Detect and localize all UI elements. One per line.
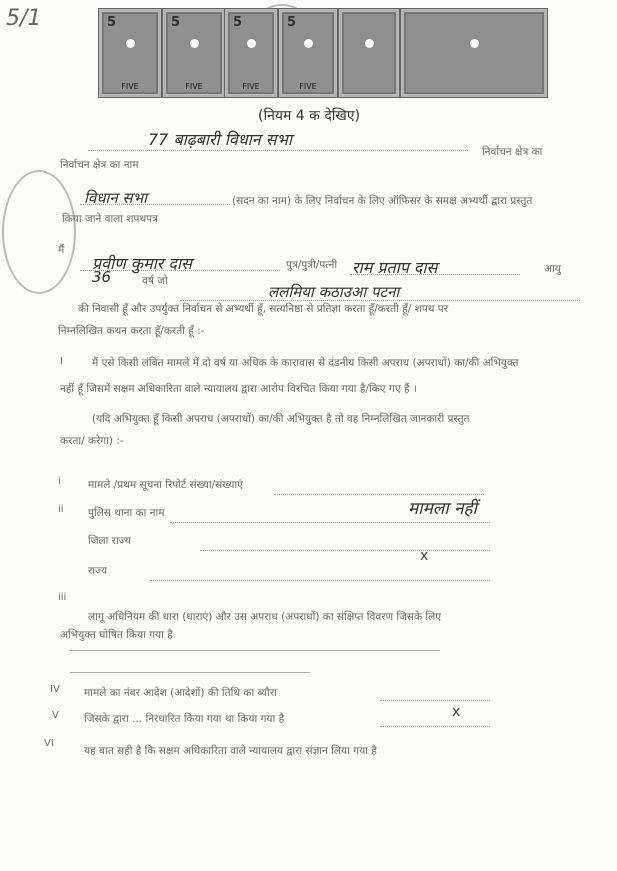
stamp-value: 5 — [107, 15, 117, 30]
court-fee-stamp — [338, 8, 400, 98]
court-fee-stamp — [278, 8, 338, 98]
age-value: 36 — [92, 268, 112, 286]
item-i-text: मामले /प्रथम सूचना रिपोर्ट संख्या/संख्याएं — [88, 479, 243, 491]
item-1-text-4: करता/ करेगा) :- — [60, 435, 124, 447]
cross-mark-2: x — [452, 704, 461, 720]
item-ii-text: पुलिस थाना का नाम — [88, 507, 165, 519]
punch-hole — [247, 39, 256, 48]
punch-hole — [304, 39, 313, 48]
item-number: i — [58, 476, 61, 487]
court-fee-stamp — [400, 8, 548, 98]
official-seal-left — [2, 170, 76, 294]
item-number: ii — [58, 504, 64, 515]
item-number: VI — [44, 738, 54, 749]
address-handwritten: ललमिया कठाउआ पटना — [268, 283, 400, 301]
case-answer: मामला नहीं — [408, 499, 477, 519]
declaration-line-1: की निवासी हूँ और उपर्युक्त निर्वाचन से अभ्यर्थी हूँ, सत्यनिष्ठा से प्रतिज्ञा करता हूँ/करती हूँ/ शपथ पर — [78, 303, 448, 315]
constituency-label-left: निर्वाचन क्षेत्र का नाम — [60, 159, 139, 171]
state-label: राज्य — [88, 565, 108, 577]
item-1-text-3: (यदि अभियुक्त हूँ किसी अपराध (अपराधों) का/की अभियुक्त है तो वह निम्नलिखित जानकारी प्रस्तुत — [92, 413, 470, 425]
punch-hole — [365, 39, 374, 48]
corner-scribble: 5/1 — [6, 6, 42, 31]
item-v-text: जिसके द्वारा ... निरधारित किया गया था किया गया है — [84, 713, 285, 725]
stamp-value: 5 — [233, 15, 243, 30]
age-label: आयु — [544, 263, 561, 275]
house-text: (सदन का नाम) के लिए निर्वाचन के लिए ऑफिसर के समक्ष अभ्यर्थी द्वारा प्रस्तुत — [232, 195, 533, 207]
cross-mark-1: x — [420, 548, 429, 564]
item-vi-text: यह बात सही है कि सक्षम अधिकारिता वाले न्यायालय द्वारा संज्ञान लिया गया है — [84, 745, 377, 757]
rule-reference: (नियम 4 क देखिए) — [258, 108, 361, 124]
stamp-text: FIVE — [185, 82, 203, 91]
punch-hole — [190, 39, 199, 48]
declaration-line-2: निम्नलिखित कथन करता हूँ/करती हूँ :- — [58, 325, 205, 337]
item-1-text-2: नहीं हूँ जिसमें सक्षम अधिकारिता वाले न्यायालय द्वारा आरोप विरचित किया गया है/किए गए हैं । — [60, 383, 417, 395]
item-iii-text: लागू अधिनियम की धारा (धाराएं) और उस अपराध (अपराधों) का संक्षिप्त विवरण जिसके लिए — [88, 611, 442, 623]
father-name: राम प्रताप दास — [352, 258, 438, 277]
candidate-name: प्रवीण कुमार दास — [92, 254, 192, 273]
court-fee-stamp — [98, 8, 162, 98]
age-suffix: वर्ष जो — [142, 275, 168, 287]
item-number: V — [52, 710, 59, 721]
constituency-label-right: निर्वाचन क्षेत्र का — [482, 146, 543, 158]
district-label: जिला राज्य — [88, 535, 131, 547]
item-iii-text-2: अभियुक्त घोषित किया गया है — [60, 629, 173, 641]
item-number: iii — [58, 592, 67, 603]
court-fee-stamp — [162, 8, 226, 98]
court-fee-stamp — [224, 8, 278, 98]
item-iv-text: मामले का नंबर आदेश (आदेशों) की तिथि का ब्यौरा — [84, 687, 277, 699]
stamp-text: FIVE — [242, 82, 260, 91]
item-number: IV — [50, 684, 60, 695]
stamp-value: 5 — [171, 15, 181, 30]
house-handwritten: विधान सभा — [84, 189, 147, 207]
stamp-text: FIVE — [299, 82, 317, 91]
item-1-text: मैं एसे किसी लंबित मामले में दो वर्ष या अधिक के कारावास से दंडनीय किसी अपराध (अपराधों) का/की अभियुक्त — [92, 357, 519, 369]
stamp-text: FIVE — [121, 82, 139, 91]
constituency-handwritten: 77 बाढ़बारी विधान सभा — [148, 130, 292, 149]
stamp-value: 5 — [287, 15, 297, 30]
relation-label: पुत्र/पुत्री/पत्नी — [286, 259, 338, 271]
punch-hole — [470, 39, 479, 48]
punch-hole — [126, 39, 135, 48]
house-text-2: किया जाने वाला शपथपत्र — [62, 213, 158, 225]
item-number: I — [60, 356, 63, 367]
candidate-prefix: मैं — [58, 244, 65, 256]
